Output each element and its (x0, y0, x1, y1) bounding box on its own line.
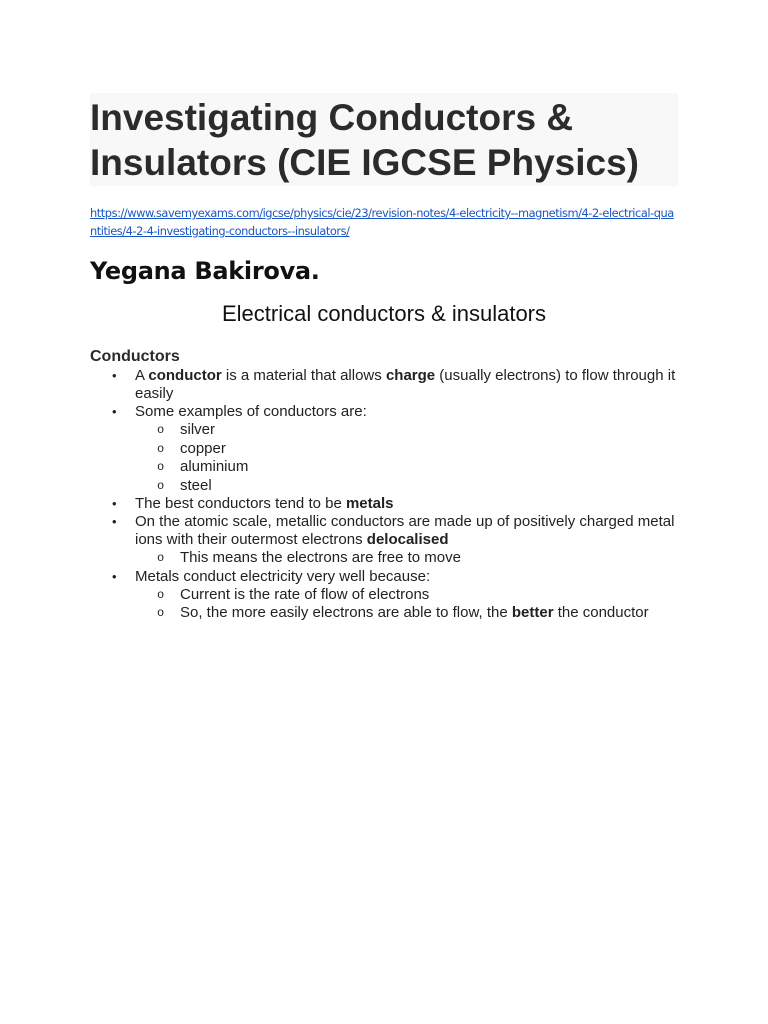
list-item (90, 403, 678, 495)
bold-text: better (511, 604, 554, 621)
section-title: Electrical conductors & insulators (221, 301, 547, 326)
text-run: On the atomic scale, metallic conductors are made up of positively charged metal ions with their outermost electrons (135, 513, 675, 548)
bullet-list (90, 495, 678, 568)
text-run: A (135, 367, 149, 384)
sub-list (90, 586, 678, 623)
text-run: Some examples of conductors are: (135, 403, 367, 420)
bold-text: conductor (148, 367, 222, 384)
document-page (90, 93, 678, 623)
example-text: aluminium (180, 458, 249, 475)
bullet-icon: • (112, 368, 117, 383)
bullet-list (90, 367, 678, 495)
bullet-list (90, 568, 678, 623)
sub-list-item (90, 458, 678, 477)
text-run: is a material that allows (221, 367, 386, 384)
sub-bullet-icon: o (157, 460, 165, 474)
sub-list-item (90, 440, 678, 459)
sub-bullet-icon: o (157, 606, 165, 620)
bold-text: metals (345, 495, 394, 512)
text-run: So, the more easily electrons are able to flow, the (180, 604, 512, 621)
text-run: the conductor (553, 604, 649, 621)
sub-bullet-icon: o (157, 478, 165, 493)
sub-list-item (90, 477, 678, 496)
bold-text: charge (385, 367, 436, 384)
sub-list-item (90, 586, 678, 605)
sub-list (90, 549, 678, 568)
text-run: (usually electrons) to flow through it easily (135, 367, 676, 402)
bold-text: delocalised (366, 531, 449, 548)
list-item (90, 513, 678, 568)
text-run: This means the electrons are free to move (180, 549, 461, 566)
sub-heading-conductors: Conductors (90, 348, 180, 365)
sub-bullet-icon: o (157, 441, 165, 456)
bullet-icon: • (112, 404, 117, 419)
list-item (90, 495, 678, 513)
bullet-icon: • (112, 514, 117, 529)
author-name: Yegana Bakirova. (90, 257, 320, 285)
bullet-icon: • (112, 496, 117, 511)
sub-list-item (90, 549, 678, 568)
text-run: Metals conduct electricity very well because: (135, 567, 431, 585)
text-run: The best conductors tend to be (135, 495, 346, 512)
source-link[interactable]: https://www.savemyexams.com/igcse/physics/cie/23/revision-notes/4-electricity--magnetism/4-2-electrical-quantities/4-2-4-investigating-conductors--insulators/ (90, 206, 674, 238)
text-run: Current is the rate of flow of electrons (180, 585, 430, 603)
text-line (180, 604, 649, 621)
sub-list-item (90, 421, 678, 440)
page-title: Investigating Conductors & Insulators (CIE IGCSE Physics) (90, 97, 639, 183)
sub-list (90, 421, 678, 495)
sub-bullet-icon: o (157, 587, 165, 602)
title-block (90, 93, 678, 186)
sub-list-item (90, 604, 678, 623)
list-item (90, 367, 678, 403)
example-text: steel (180, 476, 212, 494)
example-text: copper (180, 439, 226, 457)
bullet-icon: • (112, 568, 117, 584)
sub-bullet-icon: o (157, 423, 165, 437)
list-item (90, 568, 678, 623)
sub-bullet-icon: o (157, 551, 165, 565)
example-text: silver (180, 421, 216, 438)
